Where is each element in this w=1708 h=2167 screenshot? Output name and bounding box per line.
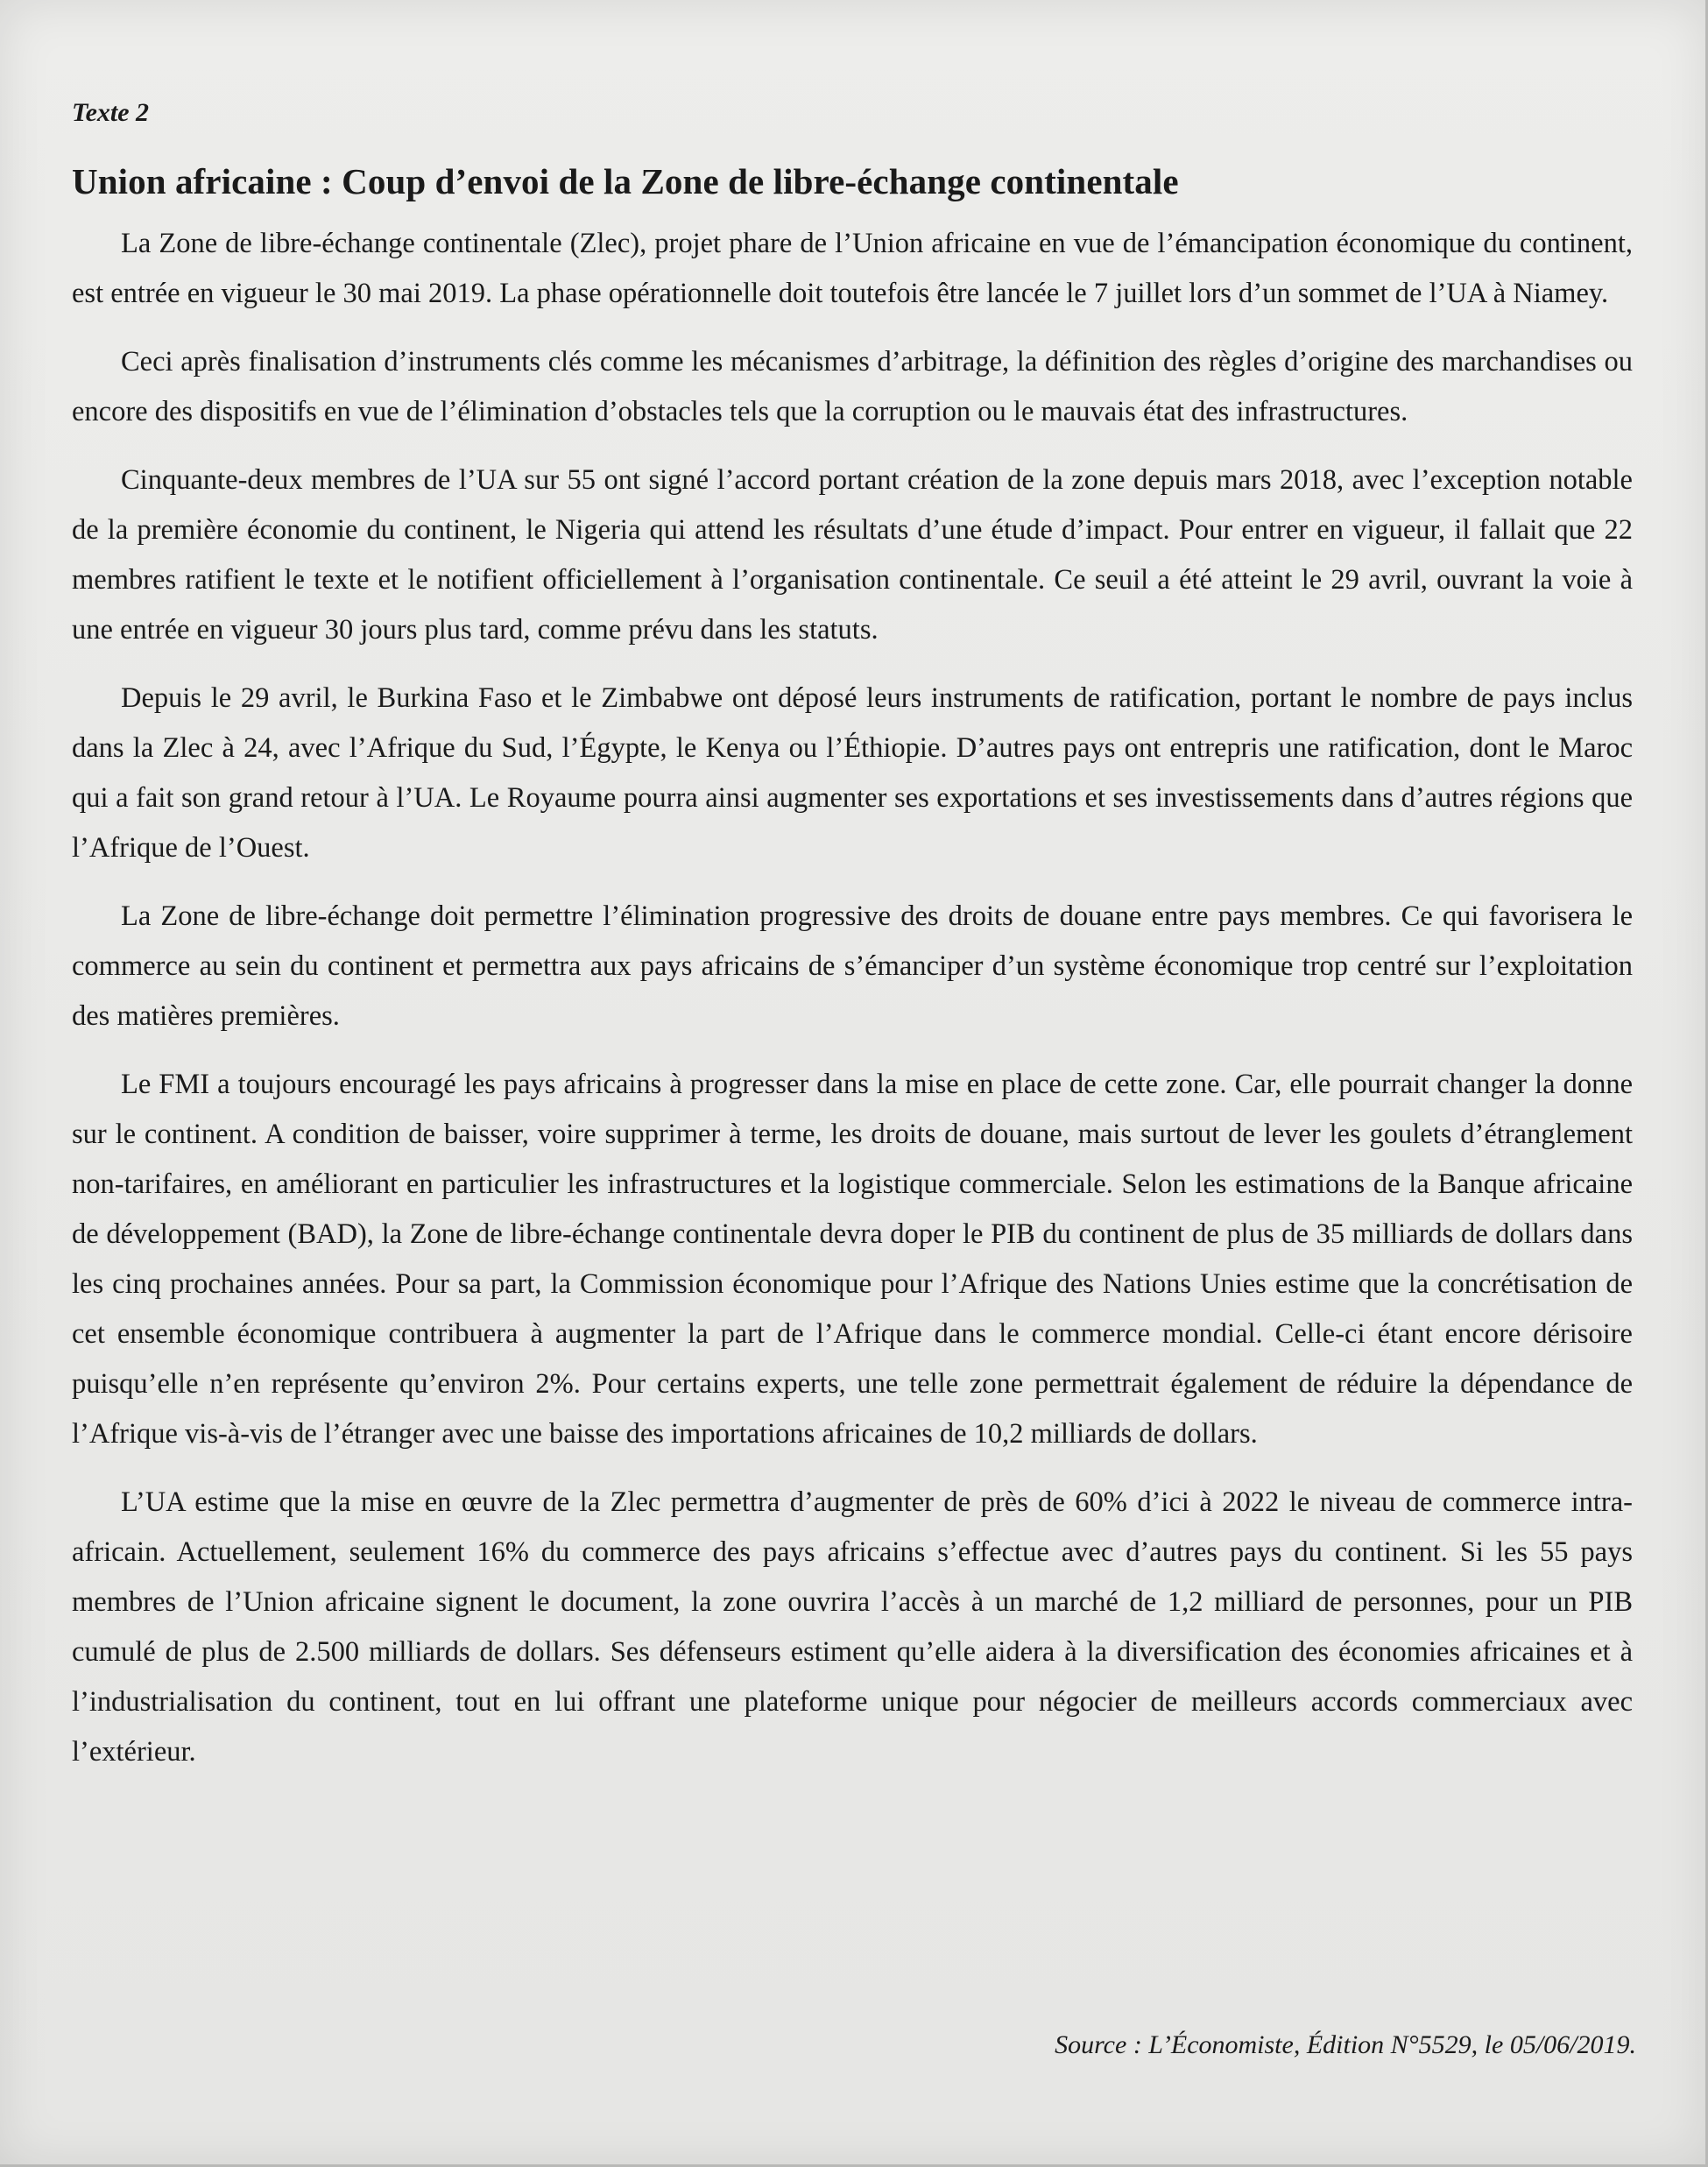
paragraph-5: La Zone de libre-échange doit permettre l’élimination progressive des droits de douane entre pays membres. Ce qui favorisera le commerce au sein du continent et permettra aux pays africains de s’émanciper d’un système économique trop centré sur l’exploitation des matières premières.	[72, 900, 1633, 1032]
text-label: Texte 2	[72, 98, 150, 127]
article-title: Union africaine : Coup d’envoi de la Zone de libre-échange continentale	[72, 161, 1179, 201]
paragraph-3: Cinquante-deux membres de l’UA sur 55 ont signé l’accord portant création de la zone depuis mars 2018, avec l’exception notable de la première économie du continent, le Nigeria qui attend les résultats d’une étude d’impact. Pour entrer en vigueur, il fallait que 22 membres ratifient le texte et le notifient officiellement à l’organisation continentale. Ce seuil a été atteint le 29 avril, ouvrant la voie à une entrée en vigueur 30 jours plus tard, comme prévu dans les statuts.	[72, 464, 1633, 646]
paragraph-4: Depuis le 29 avril, le Burkina Faso et le Zimbabwe ont déposé leurs instruments de ratification, portant le nombre de pays inclus dans la Zlec à 24, avec l’Afrique du Sud, l’Égypte, le Kenya ou l’Éthiopie. D’autres pays ont entrepris une ratification, dont le Maroc qui a fait son grand retour à l’UA. Le Royaume pourra ainsi augmenter ses exportations et ses investissements dans d’autres régions que l’Afrique de l’Ouest.	[72, 682, 1633, 864]
article-body	[72, 219, 1633, 1796]
paragraph-7: L’UA estime que la mise en œuvre de la Zlec permettra d’augmenter de près de 60% d’ici à 2022 le niveau de commerce intra-africain. Actuellement, seulement 16% du commerce des pays africains s’effectue avec d’autres pays du continent. Si les 55 pays membres de l’Union africaine signent le document, la zone ouvrira l’accès à un marché de 1,2 milliard de personnes, pour un PIB cumulé de plus de 2.500 milliards de dollars. Ses défenseurs estiment qu’elle aidera à la diversification des économies africaines et à l’industrialisation du continent, tout en lui offrant une plateforme unique pour négocier de meilleurs accords commerciaux avec l’extérieur.	[72, 1486, 1633, 1768]
source-citation: Source : L’Économiste, Édition N°5529, le 05/06/2019.	[1055, 2030, 1636, 2059]
paragraph-2: Ceci après finalisation d’instruments clés comme les mécanismes d’arbitrage, la définition des règles d’origine des marchandises ou encore des dispositifs en vue de l’élimination d’obstacles tels que la corruption ou le mauvais état des infrastructures.	[72, 346, 1633, 427]
paragraph-1: La Zone de libre-échange continentale (Zlec), projet phare de l’Union africaine en vue de l’émancipation économique du continent, est entrée en vigueur le 30 mai 2019. La phase opérationnelle doit toutefois être lancée le 7 juillet lors d’un sommet de l’UA à Niamey.	[72, 228, 1633, 309]
paragraph-6: Le FMI a toujours encouragé les pays africains à progresser dans la mise en place de cette zone. Car, elle pourrait changer la donne sur le continent. A condition de baisser, voire supprimer à terme, les droits de douane, mais surtout de lever les goulets d’étranglement non-tarifaires, en améliorant en particulier les infrastructures et la logistique commerciale. Selon les estimations de la Banque africaine de développement (BAD), la Zone de libre-échange continentale devra doper le PIB du continent de plus de 35 milliards de dollars dans les cinq prochaines années. Pour sa part, la Commission économique pour l’Afrique des Nations Unies estime que la concrétisation de cet ensemble économique contribuera à augmenter la part de l’Afrique dans le commerce mondial. Celle-ci étant encore dérisoire puisqu’elle n’en représente qu’environ 2%. Pour certains experts, une telle zone permettrait également de réduire la dépendance de l’Afrique vis-à-vis de l’étranger avec une baisse des importations africaines de 10,2 milliards de dollars.	[72, 1069, 1633, 1450]
